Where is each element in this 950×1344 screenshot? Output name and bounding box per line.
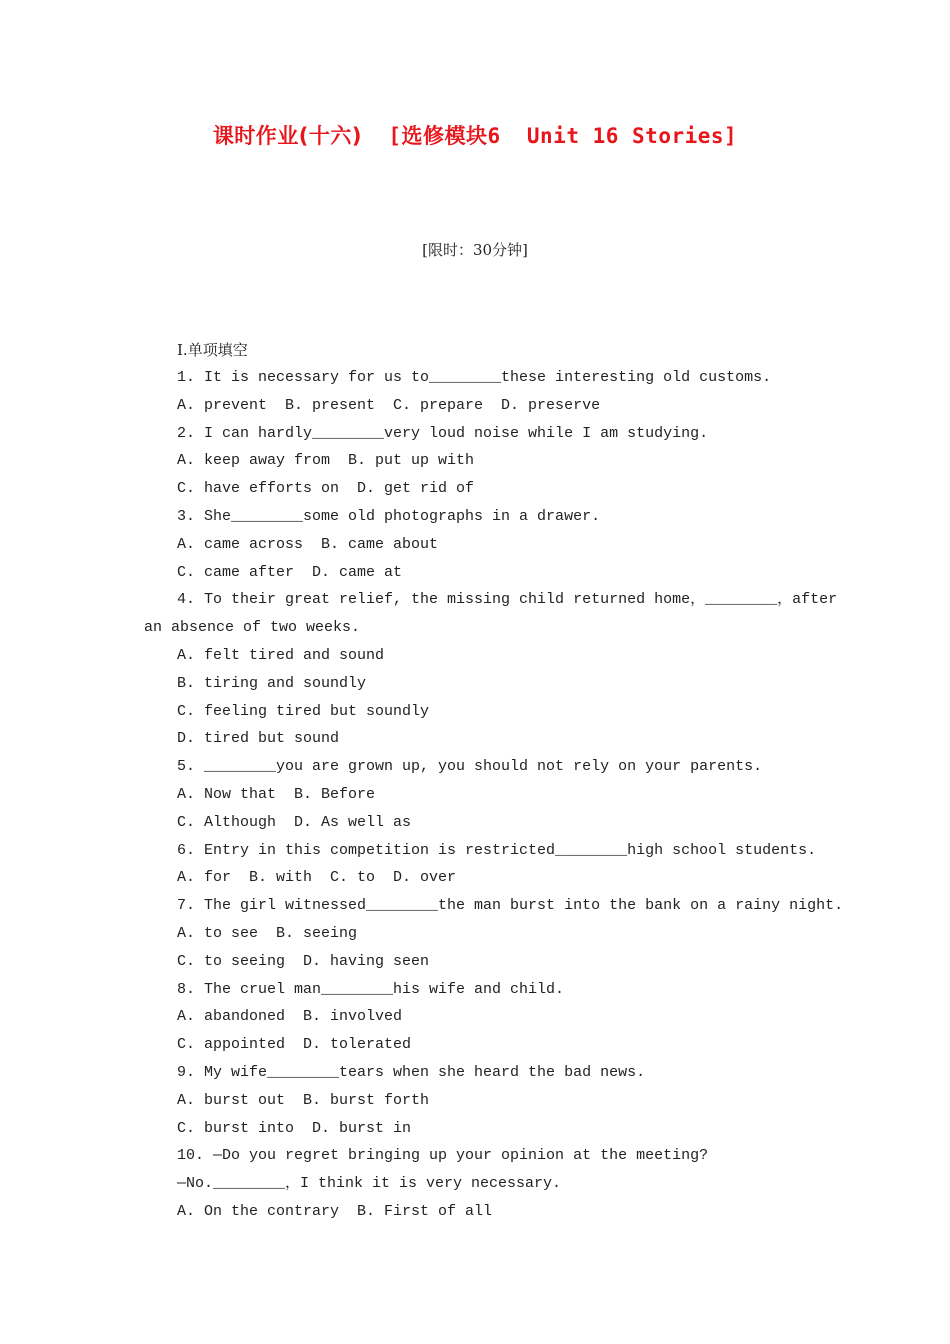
time-limit: [限时：30分钟]: [422, 241, 528, 259]
question-2-options-cd: C. have efforts on D. get rid of: [177, 480, 475, 498]
question-10: 10. —Do you regret bringing up your opinion at the meeting?: [177, 1147, 709, 1165]
question-4-option-d: D. tired but sound: [177, 730, 340, 748]
question-4-option-c: C. feeling tired but soundly: [177, 702, 430, 720]
question-5-options-ab: A. Now that B. Before: [177, 785, 376, 803]
question-7-options-ab: A. to see B. seeing: [177, 924, 358, 942]
question-3-options-cd: C. came after D. came at: [177, 563, 403, 581]
question-6-options: A. for B. with C. to D. over: [177, 869, 457, 887]
question-5-options-cd: C. Although D. As well as: [177, 813, 412, 831]
question-9-options-cd: C. burst into D. burst in: [177, 1119, 412, 1137]
question-4-text-end: after: [792, 591, 838, 609]
question-8: 8. The cruel man________his wife and child.: [177, 980, 565, 998]
question-7-options-cd: C. to seeing D. having seen: [177, 952, 430, 970]
question-4-continued: an absence of two weeks.: [144, 619, 361, 637]
question-4-text: 4. To their great relief, the missing child returned home，________，: [177, 591, 793, 609]
question-5: 5. ________you are grown up, you should not rely on your parents.: [177, 758, 763, 776]
question-2-options-ab: A. keep away from B. put up with: [177, 452, 475, 470]
question-1-options: A. prevent B. present C. prepare D. preserve: [177, 396, 601, 414]
question-10-reply: —No.________，I think it is very necessary.: [177, 1175, 562, 1193]
question-7: 7. The girl witnessed________the man burst into the bank on a rainy night.: [177, 897, 844, 915]
page-title: [0, 120, 950, 150]
question-1: 1. It is necessary for us to________these interesting old customs.: [177, 369, 772, 386]
question-6: 6. Entry in this competition is restricted________high school students.: [177, 841, 817, 859]
question-8-options-ab: A. abandoned B. involved: [177, 1008, 403, 1026]
question-list: [0, 364, 950, 1226]
question-4-option-a: A. felt tired and sound: [177, 646, 385, 664]
question-3: 3. She________some old photographs in a drawer.: [177, 507, 601, 525]
section-heading: Ⅰ.单项填空: [177, 341, 248, 359]
question-9-options-ab: A. burst out B. burst forth: [177, 1091, 430, 1109]
title-chinese: 课时作业(十六): [212, 124, 363, 148]
question-2: 2. I can hardly________very loud noise while I am studying.: [177, 424, 709, 442]
question-3-options-ab: A. came across B. came about: [177, 535, 439, 553]
question-4: [0, 586, 838, 614]
title-module: [选修模块6 Unit 16 Stories]: [388, 124, 738, 148]
question-4-option-b: B. tiring and soundly: [177, 674, 367, 692]
question-9: 9. My wife________tears when she heard the bad news.: [177, 1063, 646, 1081]
question-8-options-cd: C. appointed D. tolerated: [177, 1036, 412, 1054]
question-10-options-ab: A. On the contrary B. First of all: [177, 1202, 493, 1220]
